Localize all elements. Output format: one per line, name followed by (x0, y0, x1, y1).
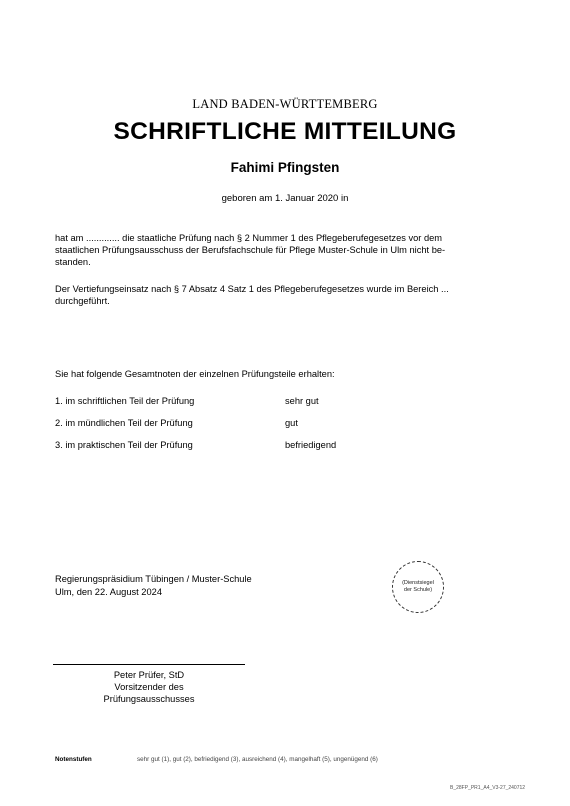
signatory-name: Peter Prüfer, StD (113, 670, 185, 680)
signatory-role: Prüfungsausschusses (103, 694, 195, 704)
grade-row-practical (55, 440, 455, 454)
paragraph-line: Der Vertiefungseinsatz nach § 7 Absatz 4 Satz 1 des Pflegeberufegesetzes wurde im Bereich ... (55, 284, 449, 294)
document-title: SCHRIFTLICHE MITTEILUNG (113, 118, 457, 145)
grade-value: befriedigend (285, 440, 337, 450)
paragraph-line: durchgeführt. (55, 296, 110, 306)
seal-text: der Schule) (403, 587, 433, 593)
grade-label: 1. im schriftlichen Teil der Prüfung (55, 396, 195, 406)
paragraph-line: standen. (55, 257, 91, 267)
place-and-date: Ulm, den 22. August 2024 (55, 586, 162, 597)
issuer-block (55, 573, 252, 598)
grade-row-oral (55, 418, 455, 432)
state-heading: LAND BADEN-WÜRTTEMBERG (192, 97, 378, 111)
grade-scale-label: Notenstufen (55, 756, 92, 763)
signature-block (53, 669, 245, 705)
paragraph-line: staatlichen Prüfungsausschuss der Berufsfachschule für Pflege Muster-Schule in Ulm nicht be- (55, 245, 446, 255)
specialization-paragraph (55, 283, 515, 307)
exam-result-paragraph (55, 232, 515, 268)
signatory-role: Vorsitzender des (114, 682, 184, 692)
grade-label: 2. im mündlichen Teil der Prüfung (55, 418, 193, 428)
grade-value: gut (285, 418, 298, 428)
signature-line (53, 664, 245, 665)
grade-row-written (55, 396, 455, 410)
grades-intro: Sie hat folgende Gesamtnoten der einzelnen Prüfungsteile erhalten: (55, 369, 335, 379)
grade-label: 3. im praktischen Teil der Prüfung (55, 440, 193, 450)
document-id: B_28FP_PR1_A4_V3-27_240712 (450, 785, 526, 791)
birth-line: geboren am 1. Januar 2020 in (221, 193, 349, 204)
grade-scale: sehr gut (1), gut (2), befriedigend (3), ausreichend (4), mangelhaft (5), ungenügend (6) (137, 756, 378, 763)
paragraph-line: hat am ............. die staatliche Prüfung nach § 2 Nummer 1 des Pflegeberufegesetzes vor dem (55, 233, 443, 243)
official-seal-placeholder (392, 561, 444, 613)
seal-text: (Dienstsiegel (402, 580, 434, 586)
candidate-name: Fahimi Pfingsten (230, 160, 340, 175)
grade-value: sehr gut (285, 396, 319, 406)
issuing-authority: Regierungspräsidium Tübingen / Muster-Schule (55, 574, 252, 584)
